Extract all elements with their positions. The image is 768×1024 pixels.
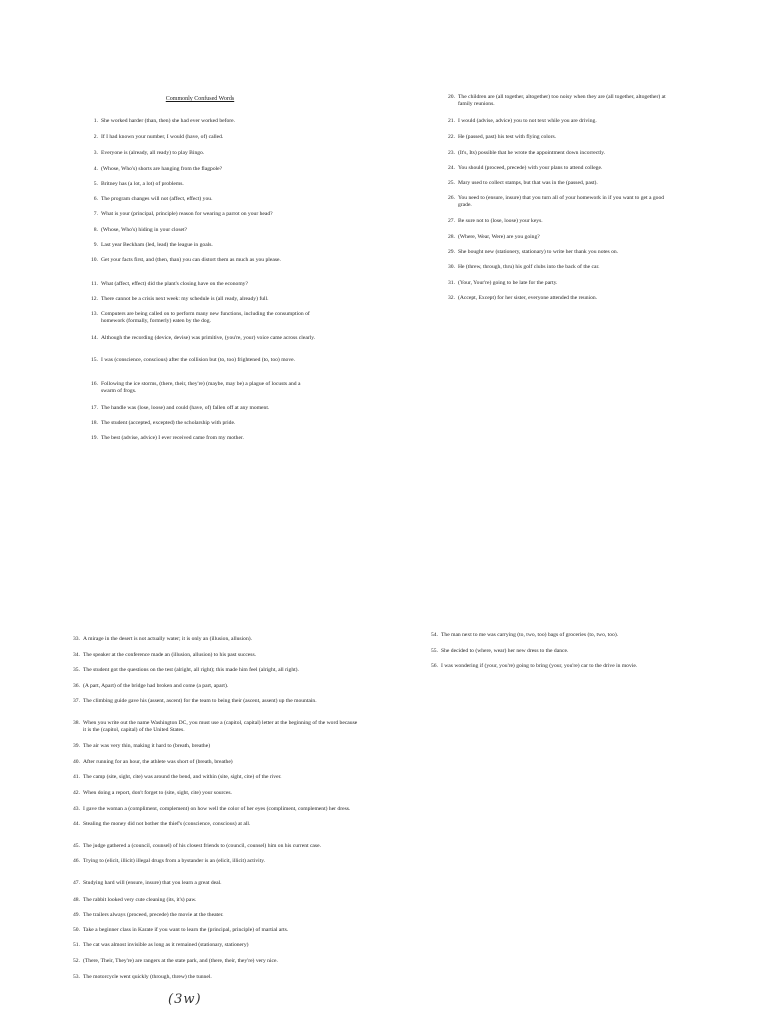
list-item [90,150,316,157]
list-item [70,698,360,705]
item-number: 35. [73,667,80,673]
list-item [70,880,360,887]
list-item [90,381,316,395]
list-item [90,311,316,325]
list-item [428,663,718,670]
list-item [70,720,360,734]
item-text: Take a beginner class in Karate if you want to learn the (principal, principle) of martial arts. [83,927,289,933]
item-number: 49. [73,912,80,918]
item-text: The air was very thin, making it hard to (breath, breathe) [83,743,211,749]
item-text: The children are (all together, altogether) too noisy when they are (all together, altogether) at family reunions. [458,94,666,107]
item-text: Studying hard will (ensure, insure) that you learn a great deal. [83,880,222,886]
item-number: 56. [431,663,438,669]
item-number: 31. [448,280,455,286]
list-item [90,435,316,442]
item-text: Computers are being called on to perform many new functions, including the consumption of homework (formally, formerly) eaten by the dog. [101,311,310,324]
item-number: 20. [448,94,455,100]
item-number: 3. [93,150,98,156]
handwritten-mark: (3w) [168,992,202,1007]
item-number: 53. [73,974,80,980]
item-number: 32. [448,295,455,301]
item-number: 1. [93,118,98,124]
item-number: 42. [73,790,80,796]
item-number: 4. [93,166,98,172]
list-item [90,335,316,342]
item-number: 14. [91,335,98,341]
list-item [446,118,672,125]
list-item [446,218,672,225]
item-number: 48. [73,897,80,903]
item-text: (Accept, Except) for her sister, everyone attended the reunion. [458,295,598,301]
list-item [70,652,360,659]
item-text: If I had known your number, I would (have, of) called. [101,134,224,140]
item-text: Mary used to collect stamps, but that was in the (passed, past). [458,180,598,186]
item-text: She decided to (where, wear) her new dress to the dance. [441,648,569,654]
item-text: Although the recording (device, devise) was primitive, (you're, your) voice came across clearly. [101,335,316,341]
list-item [446,264,672,271]
list-item [90,118,316,125]
list-item [90,166,316,173]
item-text: He (passed, past) his test with flying colors. [458,134,557,140]
item-text: The trailers always (proceed, precede) the movie at the theater. [83,912,224,918]
item-text: Britney has (a lot, a lot) of problems. [101,181,184,187]
item-text: Be sure not to (lose, loose) your keys. [458,218,543,224]
item-text: (Whose, Who's) shorts are hanging from the flagpole? [101,166,223,172]
item-number: 2. [93,134,98,140]
item-text: (Where, Wear, Were) are you going? [458,234,540,240]
item-text: Everyone is (already, all ready) to play Bingo. [101,150,205,156]
list-item [70,667,360,674]
item-number: 25. [448,180,455,186]
item-number: 37. [73,698,80,704]
list-item [446,165,672,172]
item-number: 13. [91,311,98,317]
item-number: 30. [448,264,455,270]
item-number: 17. [91,405,98,411]
item-number: 46. [73,858,80,864]
item-text: (There, Their, They're) are rangers at the state park, and (there, their, they're) very nice. [83,958,278,964]
bottom-page [0,512,768,1024]
item-text: Last year Beckham (led, lead) the league in goals. [101,242,213,248]
item-number: 8. [93,227,98,233]
item-text: I gave the woman a (compliment, complement) on how well the color of her eyes (compliment, complement) her dress. [83,806,351,812]
list-item [446,180,672,187]
list-item [70,806,360,813]
item-text: I was wondering if (your, you're) going to bring (your, you're) car to the drive in movie. [441,663,638,669]
item-text: The camp (site, sight, cite) was around the bend, and within (site, sight, cite) of the river. [83,774,282,780]
item-text: The speaker at the conference made an (illusion, allusion) to his past success. [83,652,257,658]
list-item [90,242,316,249]
item-number: 33. [73,636,80,642]
item-text: Following the ice storms, (there, their, they're) (maybe, may be) a plague of locusts and a swarm of frogs. [101,381,301,394]
list-item [446,134,672,141]
item-number: 41. [73,774,80,780]
item-number: 7. [93,211,98,217]
list-item [70,683,360,690]
item-text: What (affect, effect) did the plant's closing have on the economy? [101,281,248,287]
item-number: 9. [93,242,98,248]
item-text: I would (advise, advice) you to not text while you are driving. [458,118,597,124]
item-text: The cat was almost invisible as long as it remained (stationary, stationery) [83,942,249,948]
item-number: 47. [73,880,80,886]
item-text: Stealing the money did not bother the thief's (conscience, conscious) at all. [83,821,251,827]
item-number: 50. [73,927,80,933]
list-item [70,759,360,766]
item-text: The best (advise, advice) I ever received came from my mother. [101,435,244,441]
item-number: 26. [448,195,455,201]
item-number: 52. [73,958,80,964]
item-number: 5. [93,181,98,187]
item-text: Trying to (elicit, illicit) illegal drugs from a bystander is an (elicit, illicit) activity. [83,858,266,864]
item-text: I was (conscience, conscious) after the collision but (to, too) frightened (to, too) move. [101,357,296,363]
item-text: The handle was (lose, loose) and could (have, of) fallen off at any moment. [101,405,270,411]
list-item [90,134,316,141]
item-number: 12. [91,296,98,302]
item-number: 43. [73,806,80,812]
item-number: 19. [91,435,98,441]
item-number: 36. [73,683,80,689]
list-item [70,912,360,919]
item-text: After running for an hour, the athlete was short of (breath, breathe) [83,759,233,765]
item-number: 34. [73,652,80,658]
item-text: You need to (ensure, insure) that you turn all of your homework in if you want to get a good grade. [458,195,665,208]
item-text: When doing a report, don't forget to (site, sight, cite) your sources. [83,790,232,796]
item-text: What is your (principal, principle) reason for wearing a parrot on your head? [101,211,273,217]
item-number: 23. [448,150,455,156]
list-item [446,234,672,241]
item-number: 55. [431,648,438,654]
list-item [428,648,718,655]
item-number: 39. [73,743,80,749]
list-item [70,743,360,750]
item-number: 51. [73,942,80,948]
item-text: You should (proceed, precede) with your plans to attend college. [458,165,603,171]
list-item [70,974,360,981]
item-number: 24. [448,165,455,171]
item-text: She worked harder (than, then) she had ever worked before. [101,118,236,124]
list-item [70,843,360,850]
item-text: (Your, Your're) going to be late for the party. [458,280,558,286]
item-text: He (threw, through, thru) his golf clubs into the back of the car. [458,264,600,270]
item-number: 10. [91,257,98,263]
item-number: 45. [73,843,80,849]
list-item [446,249,672,256]
list-item [446,295,672,302]
item-number: 29. [448,249,455,255]
list-item [70,636,360,643]
list-item [70,958,360,965]
item-text: (Whose, Who's) hiding in your closet? [101,227,188,233]
item-text: There cannot be a crisis next week: my schedule is (all ready, already) full. [101,296,269,302]
list-item [90,227,316,234]
list-item [428,632,718,639]
list-item [70,790,360,797]
item-text: She bought new (stationery, stationary) to write her thank you notes on. [458,249,619,255]
list-item [90,211,316,218]
list-item [70,927,360,934]
item-number: 11. [91,281,98,287]
item-text: (It's, Its) possible that he wrote the appointment down incorrectly. [458,150,606,156]
item-text: The motorcycle went quickly (through, threw) the tunnel. [83,974,212,980]
list-item [70,858,360,865]
list-item [446,195,672,209]
item-number: 28. [448,234,455,240]
list-item [70,942,360,949]
item-text: The climbing guide gave his (assent, ascent) for the team to being their (ascent, assent) up the mountain. [83,698,317,704]
item-number: 38. [73,720,80,726]
list-item [90,281,316,288]
list-item [90,296,316,303]
item-text: A mirage in the desert is not actually water; it is only an (illusion, allusion). [83,636,253,642]
item-text: The program changes will not (affect, effect) you. [101,196,213,202]
item-number: 6. [93,196,98,202]
item-text: The man next to me was carrying (to, two, too) bags of groceries (to, two, too). [441,632,619,638]
item-text: The judge gathered a (council, counsel) of his closest friends to (council, counsel) him on his current case. [83,843,321,849]
item-text: Get your facts first, and (then, than) you can distort them as much as you please. [101,257,281,263]
list-item [90,196,316,203]
item-number: 27. [448,218,455,224]
item-number: 22. [448,134,455,140]
item-number: 16. [91,381,98,387]
list-item [70,821,360,828]
list-item [90,181,316,188]
list-item [70,897,360,904]
list-item [70,774,360,781]
item-number: 18. [91,420,98,426]
list-item [90,357,316,364]
item-text: (A part, Apart) of the bridge had broken and come (a part, apart). [83,683,229,689]
list-item [90,405,316,412]
list-item [446,280,672,287]
item-number: 44. [73,821,80,827]
list-item [90,257,316,264]
item-text: When you write out the name Washington DC, you must use a (capitol, capital) letter at the beginning of the word because it is the (capitol, capital) of the United States. [83,720,358,733]
list-item [446,94,672,108]
item-number: 40. [73,759,80,765]
item-number: 15. [91,357,98,363]
page-title: Commonly Confused Words [165,96,235,102]
item-number: 21. [448,118,455,124]
item-text: The student (accepted, excepted) the scholarship with pride. [101,420,236,426]
item-text: The rabbit looked very cute cleaning (its, it's) paw. [83,897,197,903]
item-text: The student got the questions on the test (alright, all right); this made him feel (alright, all right). [83,667,299,673]
item-number: 54. [431,632,438,638]
list-item [90,420,316,427]
list-item [446,150,672,157]
